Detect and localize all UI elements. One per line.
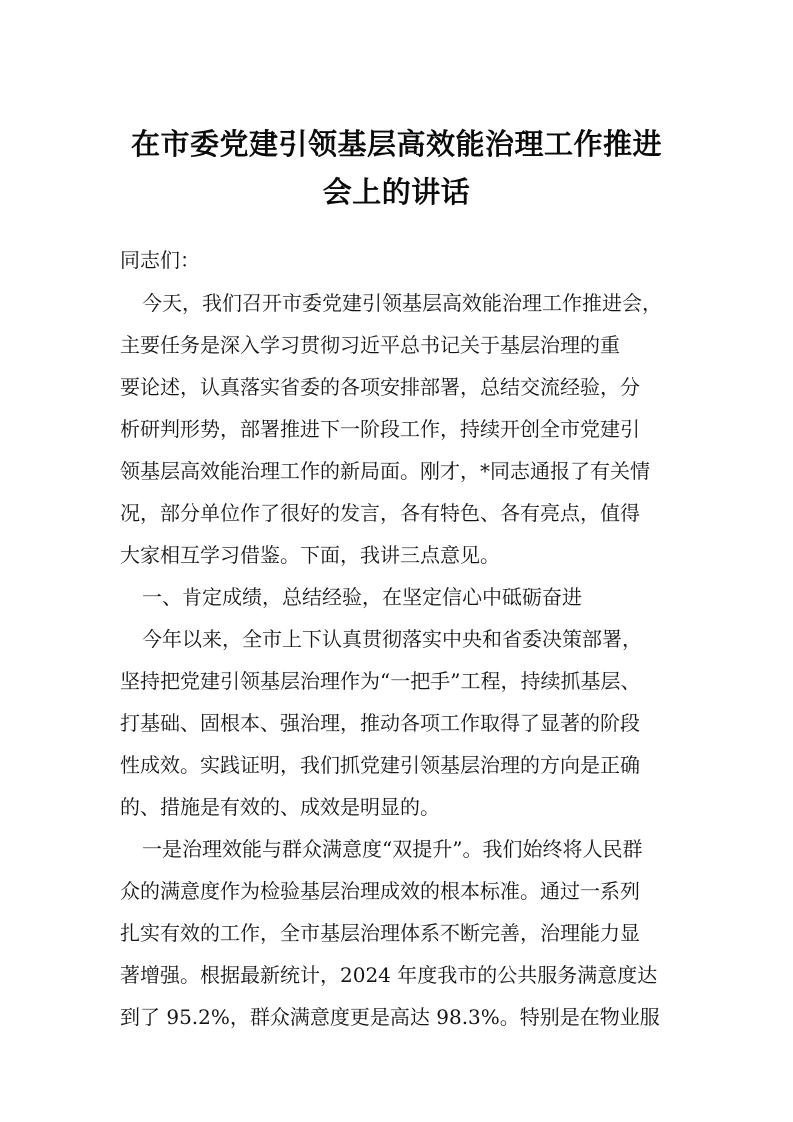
paragraph-line: 领基层高效能治理工作的新局面。刚才，*同志通报了有关情 [120,459,650,483]
paragraph-line: 今天，我们召开市委党建引领基层高效能治理工作推进会， [142,291,662,315]
paragraph-line: 主要任务是深入学习贯彻习近平总书记关于基层治理的重 [120,333,620,357]
paragraph-line: 今年以来，全市上下认真贯彻落实中央和省委决策部署， [142,627,642,651]
paragraph-line: 要论述，认真落实省委的各项安排部署，总结交流经验，分 [120,375,640,399]
paragraph-line: 著增强。根据最新统计，2024 年度我市的公共服务满意度达 [120,963,658,987]
paragraph-line: 扎实有效的工作，全市基层治理体系不断完善，治理能力显 [120,921,640,945]
paragraph-line: 析研判形势，部署推进下一阶段工作，持续开创全市党建引 [120,417,640,441]
paragraph-line: 况，部分单位作了很好的发言，各有特色、各有亮点，值得 [120,501,640,525]
paragraph-line: 的、措施是有效的、成效是明显的。 [120,795,440,819]
paragraph-line: 性成效。实践证明，我们抓党建引领基层治理的方向是正确 [120,753,640,777]
paragraph-line: 众的满意度作为检验基层治理成效的根本标准。通过一系列 [120,879,640,903]
paragraph-line: 到了 95.2%，群众满意度更是高达 98.3%。特别是在物业服 [120,1005,660,1029]
salutation: 同志们： [120,248,200,272]
paragraph-line: 大家相互学习借鉴。下面，我讲三点意见。 [120,543,500,567]
document-title-line-2: 会上的讲话 [322,175,471,209]
document-title-line-1: 在市委党建引领基层高效能治理工作推进 [130,127,662,161]
paragraph-line: 一是治理效能与群众满意度“双提升”。我们始终将人民群 [142,837,643,861]
paragraph-line: 坚持把党建引领基层治理作为“一把手”工程，持续抓基层、 [120,669,641,693]
section-heading: 一、肯定成绩，总结经验，在坚定信心中砥砺奋进 [142,585,582,609]
paragraph-line: 打基础、固根本、强治理，推动各项工作取得了显著的阶段 [120,711,640,735]
